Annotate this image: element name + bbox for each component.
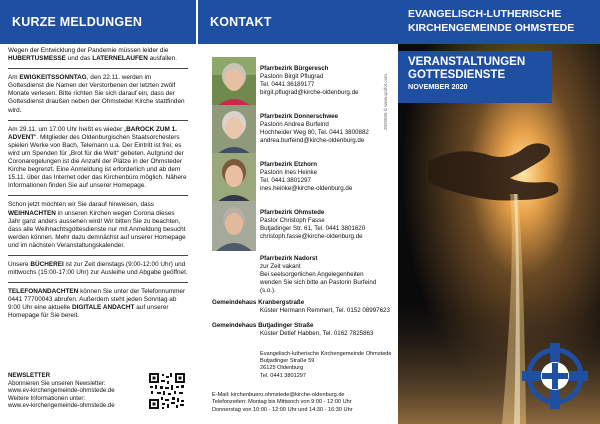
news-body — [0, 44, 196, 321]
vacant-line: Bei seelsorgerlichen Angelegenheiten — [260, 270, 364, 278]
hall-title: Gemeindehaus Kranbergstraße — [212, 299, 305, 306]
title-line: GOTTESDIENSTE — [408, 68, 506, 81]
office-line: Tel. 0441 3801297 — [260, 372, 307, 379]
pastor-photo — [212, 105, 256, 155]
news-highlight: HUBERTUSMESSE — [8, 55, 66, 63]
pastor-district: Pfarrbezirk Nadorst — [260, 255, 318, 262]
office-address — [260, 351, 396, 380]
pastor-name: Pastorin Andrea Burfeind — [260, 120, 329, 128]
pastor-phone: Tel. 0441 3801297 — [260, 176, 311, 184]
news-divider — [8, 255, 188, 256]
news-highlight: WEIHNACHTEN — [8, 209, 56, 217]
pastor-info — [260, 65, 398, 97]
pastor-photo — [212, 201, 256, 251]
pastor-address: Hochheider Weg 80, Tel. 0441 3800882 — [260, 128, 369, 136]
newsletter-line: Abonnieren Sie unseren Newsletter: — [8, 379, 106, 387]
news-text: Wegen der Entwicklung der Pandemie müssen leider die — [8, 47, 169, 54]
office-line: 26125 Oldenburg — [260, 365, 304, 372]
hall-custodian: Küster Detlef Habben, Tel. 0162 7825863 — [260, 329, 374, 337]
news-text: können Sie unter der Telefonnummer 0441 77700043 abrufen. Außerdem steht jeden Sonntag ab 9:00 Uhr eine aktuelle — [8, 288, 186, 312]
newsletter-link[interactable]: www.ev-kirchengemeinde-ohmstede.de — [8, 387, 115, 395]
pastor-card — [212, 153, 396, 203]
church-name-line: EVANGELISCH-LUTHERISCHE — [408, 8, 562, 20]
news-divider — [8, 120, 188, 121]
news-item — [8, 261, 188, 277]
news-text: Am 29.11. um 17:00 Uhr heißt es wieder „ — [8, 125, 127, 133]
pastor-phone: Tel. 0441 36189177 — [260, 80, 315, 88]
title-line: VERANSTALTUNGEN — [408, 56, 526, 68]
hall-title: Gemeindehaus Butjadinger Straße — [212, 322, 314, 329]
news-header: KURZE MELDUNGEN — [0, 0, 196, 44]
newsletter-block — [8, 372, 148, 410]
office-line: Evangelisch-lutherische Kirchengemeinde Ohmstede — [260, 351, 392, 357]
pastor-info — [260, 113, 398, 145]
pastor-photo — [212, 57, 256, 107]
pastor-info — [260, 161, 398, 193]
pastor-email[interactable]: andrea.burfeind@kirche-oldenburg.de — [260, 136, 365, 144]
news-divider — [8, 195, 188, 196]
pastor-card — [212, 57, 396, 107]
pastor-district: Pfarrbezirk Ohmstede — [260, 209, 325, 216]
news-highlight: EWIGKEITSSONNTAG — [19, 74, 87, 82]
contact-header: KONTAKT — [198, 0, 398, 44]
news-highlight: TELEFONANDACHTEN — [8, 288, 79, 296]
photo-credit: 2025556 © www.xpsfot.com — [383, 74, 388, 130]
news-highlight: BAROCK ZUM 1. ADVENT — [8, 125, 177, 141]
newsletter-link[interactable]: www.ev-kirchengemeinde-ohmstede.de — [8, 402, 115, 410]
news-item — [8, 74, 188, 114]
news-text: “. Mitglieder des Oldenburgischen Staatsorchesters spielen Werke von Bach, Telemann u.a. Der Eintritt ist frei; es wird um Spenden für „Brot für die Welt“ gebeten. Aufgrund der Coronaregelungen ist die Anzahl der Plätze in der Ohmsteder Kirche begrenzt. Eine Anmeldung ist erforderlich und ab dem 15.11. über das Internet oder das Kirchenbüro möglich. Nähere Informationen finden Sie auf unserer Homepage. — [8, 133, 187, 190]
vacant-line: wenden Sie sich bitte an Pastorin Burfeind — [260, 278, 377, 286]
news-item — [8, 288, 188, 320]
pastor-district: Pfarrbezirk Etzhorn — [260, 161, 318, 168]
newsletter-title: NEWSLETTER — [8, 372, 50, 379]
pastor-photo — [212, 153, 256, 203]
office-hours: Donnerstag von 10:00 - 12:00 Uhr und 14:30 - 16:30 Uhr — [212, 406, 353, 413]
pastor-district: Pfarrbezirk Donnerschwee — [260, 113, 339, 120]
hall-info — [212, 299, 396, 315]
news-text: in unseren Kirchen wegen Corona dieses Jahr ganz anders aussehen wird! Wir bitten Sie zu beachten, dass alle Weihnachtsgottesdienste nur mit Anmeldung besucht werden können. Mehr dazu demnächst auf unserer Homepage und im nächsten Veranstaltungskalender. — [8, 209, 186, 249]
news-text: Unsere — [8, 260, 31, 268]
news-highlight: LATERNELAUFEN — [92, 55, 148, 63]
news-text: und das — [65, 55, 93, 63]
pastor-email[interactable]: christoph.fasse@kirche-oldenburg.de — [260, 232, 363, 240]
news-highlight: BÜCHEREI — [30, 260, 64, 268]
church-name-line: KIRCHENGEMEINDE OHMSTEDE — [408, 22, 575, 34]
pastor-email[interactable]: ines.heinke@kirche-oldenburg.de — [260, 184, 353, 192]
news-text: ist zur Zeit dienstags (9:00-12:00 Uhr) und mittwochs (15:00-17:00 Uhr) zur Ausleihe und Abgabe geöffnet. — [8, 260, 188, 277]
cover-column — [398, 0, 600, 424]
cover-title — [398, 51, 552, 103]
vacant-line: zur Zeit vakant — [260, 262, 301, 270]
news-text: ausfallen. — [147, 55, 177, 63]
news-divider — [8, 282, 188, 283]
news-item — [8, 47, 188, 63]
news-item — [8, 201, 188, 250]
hall-info — [212, 322, 396, 338]
pastor-name: Pastorin Ines Heinke — [260, 168, 318, 176]
pastor-address: Butjadinger Str. 61, Tel. 0441 3801620 — [260, 224, 366, 232]
pastor-name: Pastorin Birgit Pflugrad — [260, 72, 324, 80]
pastor-vacant — [260, 255, 396, 295]
office-contact — [212, 392, 396, 414]
pastor-name: Pastor Christoph Fasse — [260, 216, 325, 224]
church-name — [398, 0, 600, 44]
contact-column — [198, 0, 398, 424]
pastor-info — [260, 209, 398, 241]
news-highlight: DIGITALE ANDACHT — [71, 304, 135, 312]
office-line: Butjadinger Straße 59 — [260, 358, 315, 365]
news-item — [8, 126, 188, 191]
office-hours: Telefonzeiten: Montag bis Mittwoch von 9:00 - 12:00 Uhr — [212, 399, 352, 406]
issue-month: NOVEMBER 2020 — [408, 82, 468, 91]
news-column — [0, 0, 196, 424]
news-text: Am — [8, 74, 20, 82]
pastor-card — [212, 201, 396, 251]
pastor-card — [212, 105, 396, 155]
qr-code-icon — [148, 372, 186, 410]
news-text: auf unserer Homepage für Sie bereit. — [8, 304, 169, 320]
newsletter-line: Weitere Informationen unter: — [8, 394, 86, 402]
news-text: Schon jetzt möchten wir Sie darauf hinweisen, dass — [8, 201, 154, 209]
news-text: , den 22.11. werden im Gottesdienst die Namen der Verstorbenen der letzten zwölf Monate verlesen. Bitte richten Sie sich darauf ein, dass der Gottesdienst draußen neben der Ohmsteder Kirche stattfinden wird. — [8, 74, 185, 114]
pastor-district: Pfarrbezirk Bürgeresch — [260, 65, 329, 72]
office-email[interactable]: E-Mail: kirchenbuero.ohmstede@kirche-oldenburg.de — [212, 392, 345, 398]
news-divider — [8, 68, 188, 69]
hall-custodian: Küster Hermann Remmert, Tel. 0152 08997623 — [260, 306, 390, 314]
pastor-email[interactable]: birgit.pflugrad@kirche-oldenburg.de — [260, 88, 359, 96]
vacant-line: (s.o.). — [260, 286, 276, 294]
